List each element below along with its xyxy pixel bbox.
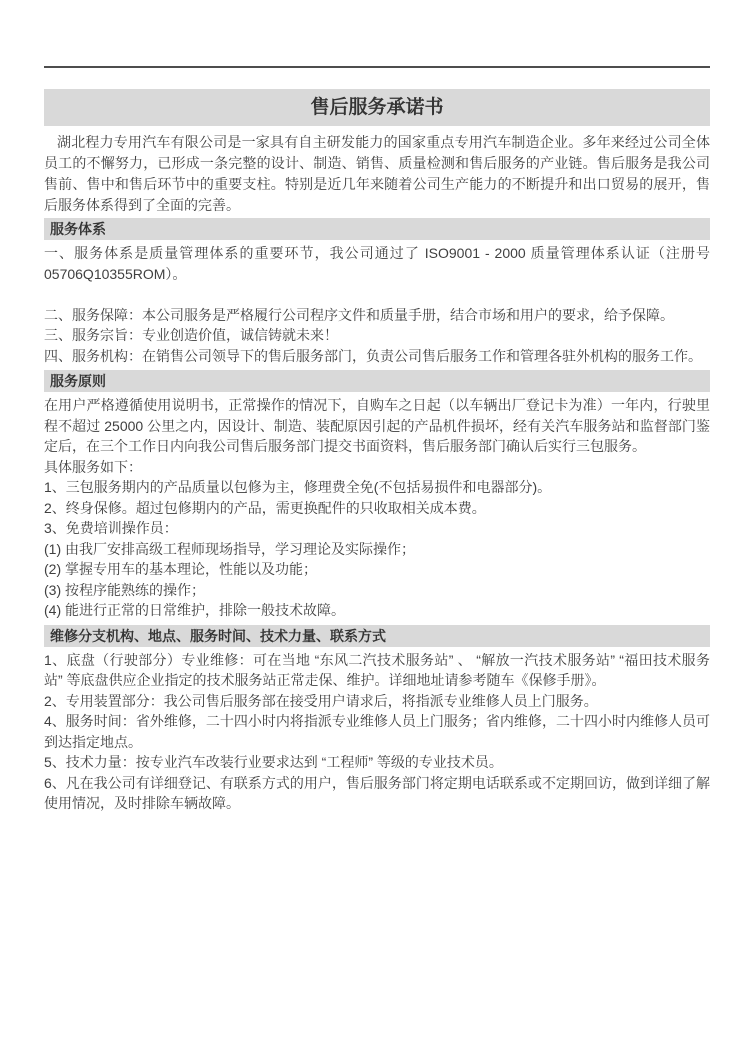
- paragraph: 1、三包服务期内的产品质量以包修为主，修理费全免(不包括易损件和电器部分)。: [44, 479, 552, 495]
- section-body-service-system: [44, 242, 710, 368]
- paragraph: (3) 按程序能熟练的操作；: [44, 581, 205, 598]
- section-body-service-principles: [44, 394, 710, 623]
- paragraph: (1) 由我厂安排高级工程师现场指导，学习理论及实际操作；: [44, 540, 415, 557]
- section-heading-service-principles: 服务原则: [44, 370, 710, 392]
- paragraph: 1、底盘（行驶部分）专业维修：可在当地 “东风二汽技术服务站” 、 “解放一汽技术服务站” “福田技术服务站” 等底盘供应企业指定的技术服务站正常走保、维护。详细地址请参考随车《保修手册》。: [44, 651, 710, 688]
- paragraph: 具体服务如下：: [44, 458, 142, 475]
- document-title: 售后服务承诺书: [44, 89, 710, 126]
- section-heading-repair-branches: 维修分支机构、地点、服务时间、技术力量、联系方式: [44, 625, 710, 647]
- section-body-repair-branches: [44, 649, 710, 816]
- intro-paragraph: 湖北程力专用汽车有限公司是一家具有自主研发能力的国家重点专用汽车制造企业。多年来经过公司全体员工的不懈努力，已形成一条完整的设计、制造、销售、质量检测和售后服务的产业链。售后服务是我公司售前、售中和售后环节中的重要支柱。特别是近几年来随着公司生产能力的不断提升和出口贸易的展开，售后服务体系得到了全面的完善。: [44, 134, 710, 213]
- paragraph: 2、专用装置部分：我公司售后服务部在接受用户请求后，将指派专业维修人员上门服务。: [44, 692, 598, 709]
- paragraph: 5、技术力量：按专业汽车改装行业要求达到 “工程师” 等级的专业技术员。: [44, 754, 503, 770]
- section-heading-service-system: 服务体系: [44, 218, 710, 240]
- paragraph: 4、服务时间：省外维修，二十四小时内将指派专业维修人员上门服务；省内维修，二十四小时内维修人员可到达指定地点。: [44, 713, 710, 750]
- paragraph: 2、终身保修。超过包修期内的产品，需更换配件的只收取相关成本费。: [44, 499, 486, 516]
- paragraph: (2) 掌握专用车的基本理论，性能以及功能；: [44, 561, 317, 577]
- paragraph: 三、服务宗旨：专业创造价值，诚信铸就未来！: [44, 327, 338, 343]
- paragraph: 一、服务体系是质量管理体系的重要环节，我公司通过了 ISO9001 - 2000 质量管理体系认证（注册号 05706Q10355ROM）。: [44, 245, 710, 282]
- paragraph: 3、免费培训操作员：: [44, 520, 178, 536]
- paragraph-blank: [44, 284, 710, 305]
- paragraph: 6、凡在我公司有详细登记、有联系方式的用户，售后服务部门将定期电话联系或不定期回访，做到详细了解使用情况，及时排除车辆故障。: [44, 774, 710, 811]
- paragraph: 四、服务机构：在销售公司领导下的售后服务部门，负责公司售后服务工作和管理各驻外机构的服务工作。: [44, 347, 702, 364]
- paragraph: 在用户严格遵循使用说明书，正常操作的情况下，自购车之日起（以车辆出厂登记卡为准）一年内，行驶里程不超过 25000 公里之内，因设计、制造、装配原因引起的产品机件损坏，经有关汽车服务站和监督部门鉴定后，在三个工作日内向我公司售后服务部门提交书面资料，售后服务部门确认后实行三包服务。: [44, 397, 710, 454]
- top-rule: [44, 66, 710, 68]
- paragraph: 二、服务保障：本公司服务是严格履行公司程序文件和质量手册，结合市场和用户的要求，给予保障。: [44, 306, 674, 323]
- paragraph: (4) 能进行正常的日常维护，排除一般技术故障。: [44, 602, 345, 618]
- document-page: [44, 0, 710, 816]
